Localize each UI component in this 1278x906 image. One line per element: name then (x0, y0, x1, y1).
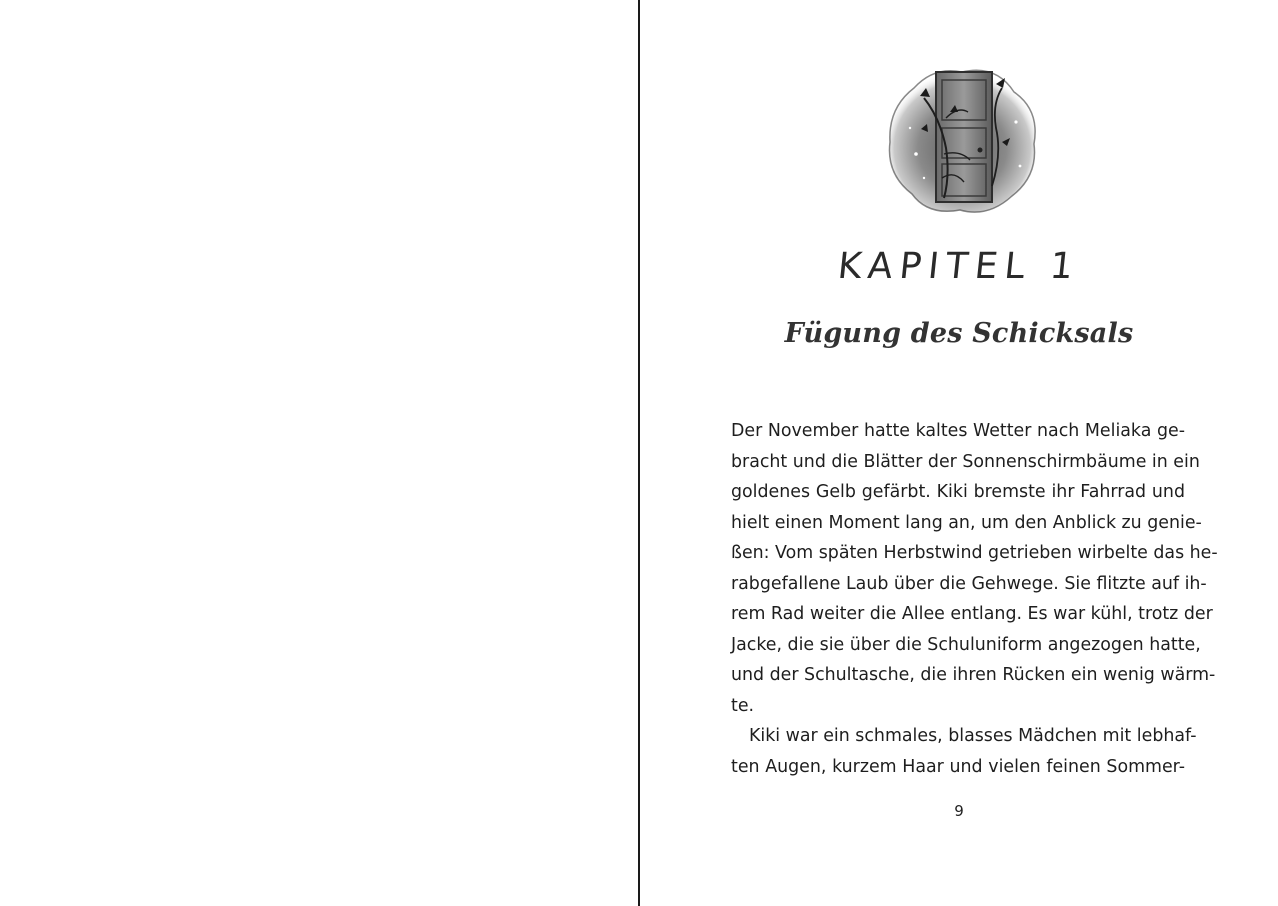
text-line: ßen: Vom späten Herbstwind getrieben wirbelte das he- (731, 543, 1218, 563)
text-line: bracht und die Blätter der Sonnenschirmbäume in ein (731, 451, 1200, 472)
text-line: Jacke, die sie über die Schuluniform angezogen hatte, (731, 634, 1201, 655)
body-text (731, 416, 1218, 782)
text-line: und der Schultasche, die ihren Rücken ein wenig wärm- (731, 665, 1216, 685)
text-line: goldenes Gelb gefärbt. Kiki bremste ihr Fahrrad und (731, 482, 1185, 502)
chapter-title: Fügung des Schicksals (784, 318, 1134, 349)
right-page (640, 0, 1278, 906)
text-line: hielt einen Moment lang an, um den Anblick zu genie- (731, 512, 1202, 533)
text-line: Kiki war ein schmales, blasses Mädchen mit lebhaf- (749, 726, 1197, 746)
door-illustration-icon (884, 58, 1040, 216)
chapter-label: KAPITEL 1 (835, 246, 1083, 287)
text-line: rem Rad weiter die Allee entlang. Es war kühl, trotz der (731, 604, 1213, 624)
page-number: 9 (954, 802, 964, 820)
text-line: te. (731, 695, 755, 716)
left-page-blank (0, 0, 638, 906)
text-line: rabgefallene Laub über die Gehwege. Sie flitzte auf ih- (731, 573, 1207, 594)
text-line: ten Augen, kurzem Haar und vielen feinen Sommer- (731, 756, 1185, 777)
text-line: Der November hatte kaltes Wetter nach Meliaka ge- (731, 421, 1185, 441)
